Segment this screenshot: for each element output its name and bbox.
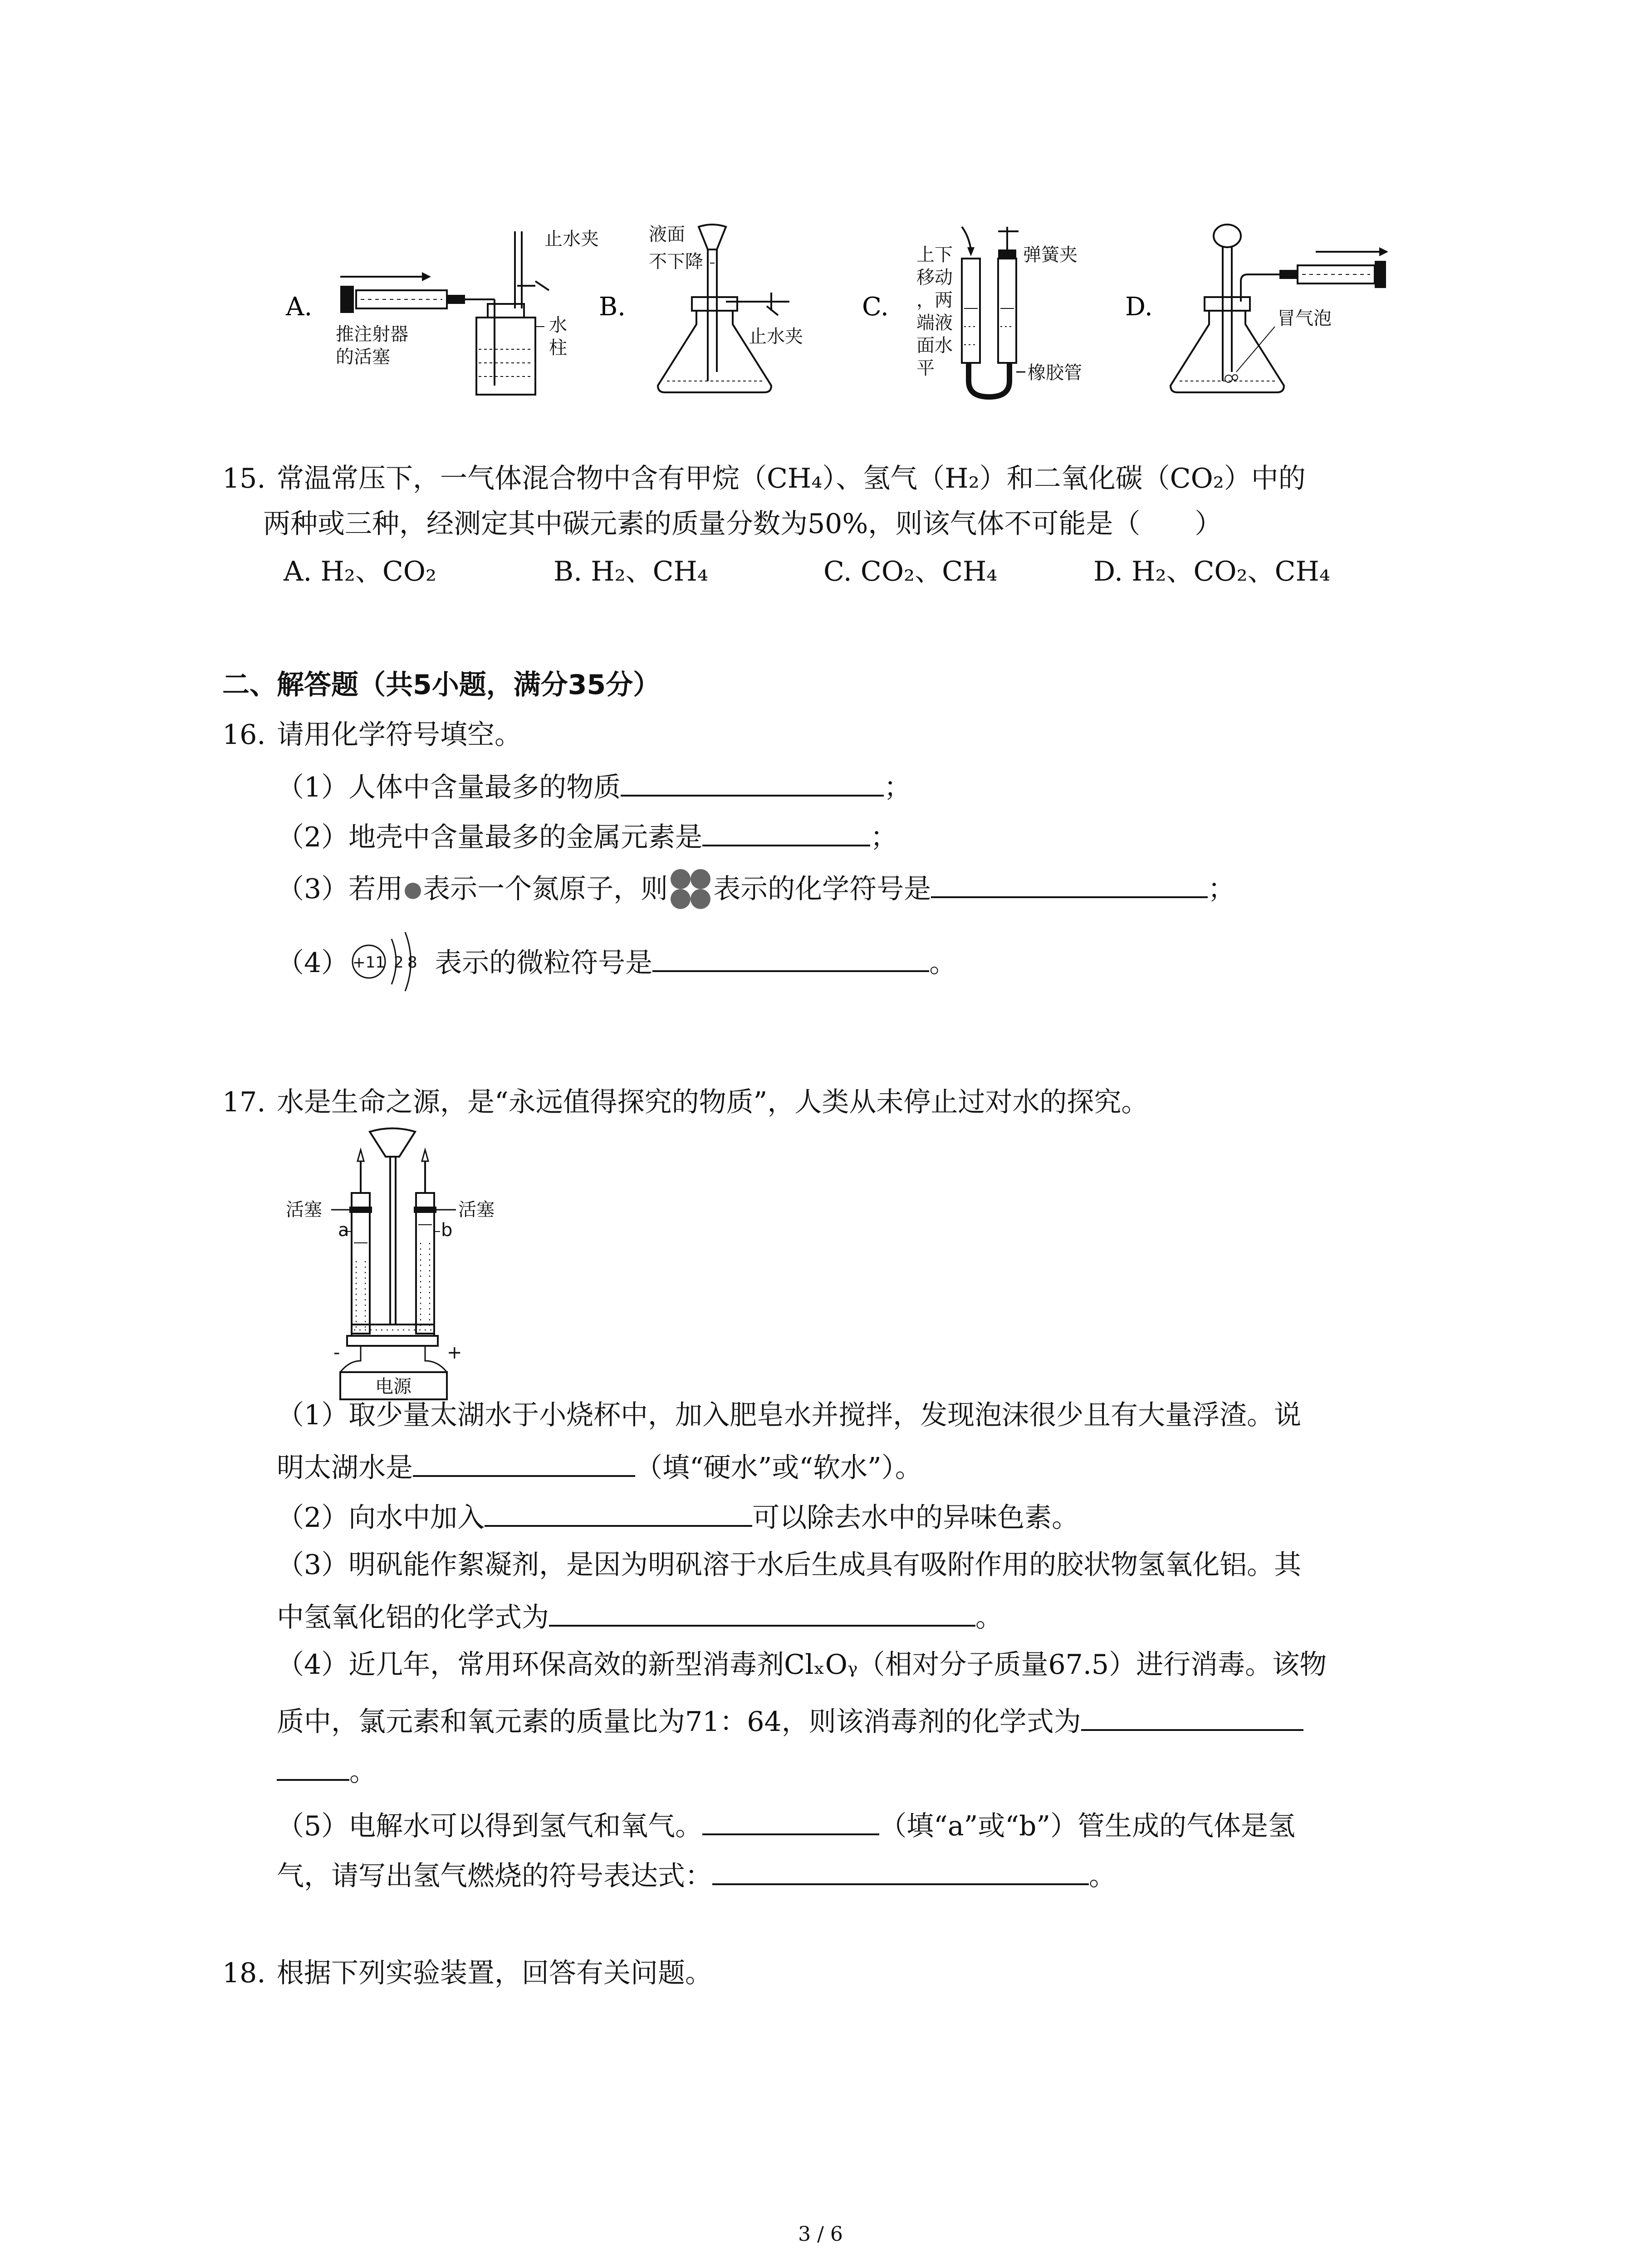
svg-text:端液: 端液	[916, 313, 953, 333]
svg-text:止水夹: 止水夹	[544, 229, 599, 249]
q16-part2: （2）地壳中含量最多的金属元素是 ；	[277, 816, 897, 855]
svg-text:柱: 柱	[549, 337, 567, 358]
q15-number: 15.	[222, 463, 266, 494]
q15-option-d[interactable]: D. H₂、CO₂、CH₄	[1093, 556, 1330, 587]
q16-blank2[interactable]	[702, 816, 870, 846]
q17-part4-line1: （4）近几年，常用环保高效的新型消毒剂ClₓOᵧ（相对分子质量67.5）进行消毒。该物	[277, 1649, 1327, 1681]
q17-blank5b[interactable]	[712, 1855, 1089, 1885]
svg-text:，两: ，两	[916, 290, 953, 311]
svg-text:不下降: 不下降	[649, 251, 703, 272]
q16-stem: 请用化学符号填空。	[277, 719, 522, 751]
q16-blank4[interactable]	[652, 942, 929, 972]
svg-text:液面: 液面	[649, 224, 685, 245]
q17-blank2[interactable]	[485, 1497, 752, 1527]
q15-option-c[interactable]: C. CO₂、CH₄	[823, 556, 998, 587]
q16-blank3[interactable]	[931, 868, 1208, 898]
nitrogen-atom-icon	[403, 881, 423, 901]
svg-text:弹簧夹: 弹簧夹	[1023, 244, 1078, 265]
figure-option-a	[281, 218, 599, 399]
q17-number: 17.	[222, 1086, 266, 1118]
q16-part3: （3）若用 表示一个氮原子，则 表示的化学符号是 ；	[277, 866, 1235, 912]
svg-text:a: a	[338, 1220, 349, 1241]
svg-text:移动: 移动	[916, 267, 953, 288]
q17-blank1[interactable]	[413, 1447, 635, 1477]
page-number: 3 / 6	[798, 2223, 843, 2246]
figure-option-b	[599, 218, 853, 399]
svg-text:上下: 上下	[916, 244, 953, 265]
svg-text:D.: D.	[1125, 292, 1153, 322]
q17-stem: 水是生命之源，是“永远值得探究的物质”，人类从未停止过对水的探究。	[277, 1086, 1149, 1118]
q17-blank3[interactable]	[549, 1597, 975, 1627]
q17-part5-line2: 气，请写出氢气燃烧的符号表达式： 。	[277, 1855, 1116, 1894]
svg-text:平: 平	[916, 358, 935, 379]
svg-text:推注射器: 推注射器	[336, 324, 408, 345]
q17-part5-line1: （5）电解水可以得到氢气和氧气。 （填“a”或“b”）管生成的气体是氢	[277, 1805, 1295, 1844]
figure-electrolysis-apparatus	[281, 1125, 535, 1406]
svg-text:活塞: 活塞	[458, 1199, 495, 1220]
svg-text:+: +	[447, 1342, 462, 1363]
q18-number: 18.	[222, 1957, 266, 1989]
nitrogen-molecule-pair-icon	[668, 866, 713, 912]
figure-option-d	[1125, 218, 1397, 399]
svg-text:活塞: 活塞	[286, 1199, 322, 1220]
q17-part3-line1: （3）明矾能作絮凝剂，是因为明矾溶于水后生成具有吸附作用的胶状物氢氧化铝。其	[277, 1549, 1302, 1581]
svg-text:A.: A.	[286, 292, 313, 322]
figure-option-c	[862, 218, 1116, 408]
q15-stem-line1: 常温常压下，一气体混合物中含有甲烷（CH₄）、氢气（H₂）和二氧化碳（CO₂）中的	[277, 463, 1306, 494]
q17-part3-line2: 中氢氧化铝的化学式为 。	[277, 1597, 1003, 1636]
q17-blank4b[interactable]	[277, 1751, 349, 1781]
q16-blank1[interactable]	[621, 767, 884, 797]
svg-text:冒气泡: 冒气泡	[1277, 308, 1332, 329]
svg-text:电源: 电源	[375, 1376, 411, 1397]
q15-stem-line2: 两种或三种，经测定其中碳元素的质量分数为50%，则该气体不可能是（ ）	[263, 508, 1222, 540]
svg-text:的活塞: 的活塞	[336, 347, 390, 367]
q17-part4-line2: 质中，氯元素和氧元素的质量比为71：64，则该消毒剂的化学式为	[277, 1701, 1303, 1740]
section-heading: 二、解答题（共5小题，满分35分）	[222, 669, 661, 701]
svg-text:2: 2	[394, 953, 404, 972]
q17-part1-line2: 明太湖水是 （填“硬水”或“软水”）。	[277, 1447, 922, 1486]
q15-option-a[interactable]: A. H₂、CO₂	[284, 556, 437, 587]
q15-option-b[interactable]: B. H₂、CH₄	[554, 556, 708, 587]
svg-text:橡胶管: 橡胶管	[1028, 362, 1082, 383]
svg-text:C.: C.	[862, 292, 889, 322]
q17-part1-line1: （1）取少量太湖水于小烧杯中，加入肥皂水并搅拌，发现泡沫很少且有大量浮渣。说	[277, 1399, 1302, 1431]
svg-text:+11: +11	[353, 953, 386, 972]
q17-part2: （2）向水中加入 可以除去水中的异味色素。	[277, 1497, 1079, 1536]
q17-part4-line3: 。	[277, 1751, 377, 1790]
svg-text:-: -	[333, 1342, 340, 1363]
svg-text:b: b	[441, 1220, 453, 1241]
svg-text:面水: 面水	[916, 335, 953, 356]
svg-text:8: 8	[407, 953, 417, 972]
svg-text:水: 水	[549, 315, 567, 336]
q16-number: 16.	[222, 719, 266, 751]
q17-blank5a[interactable]	[702, 1805, 879, 1835]
q16-part4: （4） +11 2 8 表示的微粒符号是 。	[277, 928, 956, 996]
q16-part1: （1）人体中含量最多的物质 ；	[277, 767, 911, 806]
svg-text:止水夹: 止水夹	[749, 326, 803, 347]
q17-blank4a[interactable]	[1081, 1701, 1303, 1731]
sodium-atom-structure-icon	[348, 928, 435, 996]
svg-text:B.: B.	[599, 292, 626, 322]
q18-stem: 根据下列实验装置，回答有关问题。	[277, 1957, 712, 1989]
